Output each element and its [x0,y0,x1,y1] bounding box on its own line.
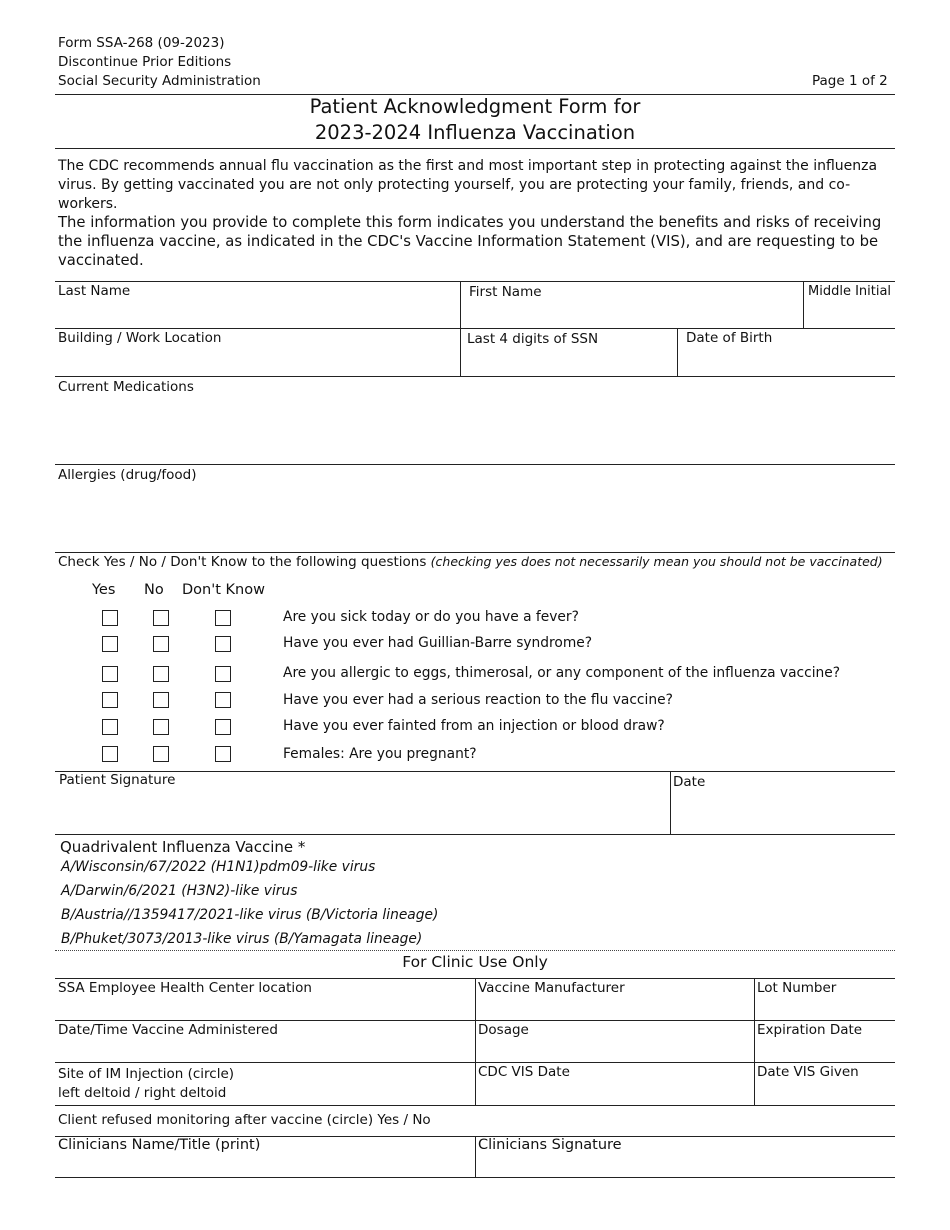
question-text: Are you allergic to eggs, thimerosal, or any component of the influenza vaccine? [283,665,841,681]
divider [754,978,755,1105]
intro-paragraph-1: The CDC recommends annual flu vaccination as the first and most important step in protecting against the influenza virus. By getting vaccinated you are not only protecting yourself, you are protecting your family, friends, and co-workers. [58,158,878,212]
question-text: Have you ever had a serious reaction to the flu vaccine? [283,692,673,708]
divider [55,1020,895,1021]
q2-yes-checkbox[interactable] [102,636,118,652]
signature-date-field[interactable]: Date [673,774,706,790]
health-center-location-field[interactable]: SSA Employee Health Center location [58,980,312,996]
page-number: Page 1 of 2 [812,73,888,89]
patient-signature-field[interactable]: Patient Signature [59,772,176,788]
q1-yes-checkbox[interactable] [102,610,118,626]
q6-yes-checkbox[interactable] [102,746,118,762]
q2-dont-know-checkbox[interactable] [215,636,231,652]
intro-paragraph-2: The information you provide to complete this form indicates you understand the benefits and risks of receiving the influenza vaccine, as indicated in the CDC's Vaccine Information Statement (VIS), and are requesting to be vaccinated. [58,214,882,269]
q1-no-checkbox[interactable] [153,610,169,626]
divider [55,834,895,835]
q5-no-checkbox[interactable] [153,719,169,735]
vaccine-strain: B/Austria//1359417/2021-like virus (B/Victoria lineage) [61,907,439,923]
instruction-note: (checking yes does not necessarily mean you should not be vaccinated) [430,554,883,569]
vaccine-strain: A/Wisconsin/67/2022 (H1N1)pdm09-like virus [61,859,376,875]
clinician-signature-field[interactable]: Clinicians Signature [478,1137,622,1153]
question-text: Females: Are you pregnant? [283,746,477,762]
q4-dont-know-checkbox[interactable] [215,692,231,708]
divider [55,1062,895,1063]
divider [475,1136,476,1177]
editions-note: Discontinue Prior Editions [58,54,232,70]
cdc-vis-date-field[interactable]: CDC VIS Date [478,1064,570,1080]
q1-dont-know-checkbox[interactable] [215,610,231,626]
first-name-field[interactable]: First Name [469,284,542,300]
date-vis-given-field[interactable]: Date VIS Given [757,1064,859,1080]
divider [55,464,895,465]
q3-dont-know-checkbox[interactable] [215,666,231,682]
column-no: No [144,582,164,598]
divider [55,1105,895,1106]
dosage-field[interactable]: Dosage [478,1022,529,1038]
allergies-field[interactable]: Allergies (drug/food) [58,467,197,483]
q2-no-checkbox[interactable] [153,636,169,652]
ssn-last4-field[interactable]: Last 4 digits of SSN [467,331,599,347]
agency-name: Social Security Administration [58,73,261,89]
divider [55,148,895,149]
q5-dont-know-checkbox[interactable] [215,719,231,735]
clinician-name-field[interactable]: Clinicians Name/Title (print) [58,1137,261,1153]
questions-instruction [58,554,883,570]
divider [803,281,804,328]
q3-no-checkbox[interactable] [153,666,169,682]
last-name-field[interactable]: Last Name [58,283,131,299]
title-line-1: Patient Acknowledgment Form for [309,95,641,118]
vaccine-manufacturer-field[interactable]: Vaccine Manufacturer [478,980,625,996]
middle-initial-field[interactable]: Middle Initial [808,284,892,299]
q6-dont-know-checkbox[interactable] [215,746,231,762]
vaccine-strain: A/Darwin/6/2021 (H3N2)-like virus [61,883,298,899]
divider [55,552,895,553]
page-title [55,94,895,146]
title-line-2: 2023-2024 Influenza Vaccination [314,121,636,144]
dotted-divider [55,950,895,951]
divider [55,376,895,377]
divider [460,281,461,377]
form-number: Form SSA-268 (09-2023) [58,35,225,51]
vaccine-strain: B/Phuket/3073/2013-like virus (B/Yamagata lineage) [61,931,423,947]
vaccine-heading: Quadrivalent Influenza Vaccine * [60,838,306,856]
q4-no-checkbox[interactable] [153,692,169,708]
injection-site-label: Site of IM Injection (circle) [58,1066,235,1082]
divider [55,281,895,282]
building-location-field[interactable]: Building / Work Location [58,330,222,346]
expiration-date-field[interactable]: Expiration Date [757,1022,863,1038]
divider [677,328,678,377]
question-text: Are you sick today or do you have a fever? [283,609,579,625]
q3-yes-checkbox[interactable] [102,666,118,682]
question-text: Have you ever had Guillian-Barre syndrome? [283,635,593,651]
divider [475,978,476,1105]
divider [55,328,895,329]
divider [55,771,895,772]
injection-site-options[interactable]: left deltoid / right deltoid [58,1085,227,1101]
lot-number-field[interactable]: Lot Number [757,980,837,996]
instruction-text: Check Yes / No / Don't Know to the following questions [58,554,427,570]
q5-yes-checkbox[interactable] [102,719,118,735]
column-dont-know: Don't Know [182,582,265,598]
date-time-administered-field[interactable]: Date/Time Vaccine Administered [58,1022,278,1038]
current-medications-field[interactable]: Current Medications [58,379,194,395]
column-yes: Yes [92,582,116,598]
divider [55,1177,895,1178]
divider [670,771,671,834]
refused-monitoring-field[interactable]: Client refused monitoring after vaccine (circle) Yes / No [58,1112,431,1128]
q6-no-checkbox[interactable] [153,746,169,762]
question-text: Have you ever fainted from an injection or blood draw? [283,718,665,734]
q4-yes-checkbox[interactable] [102,692,118,708]
date-of-birth-field[interactable]: Date of Birth [686,330,773,346]
clinic-use-heading: For Clinic Use Only [402,953,548,971]
